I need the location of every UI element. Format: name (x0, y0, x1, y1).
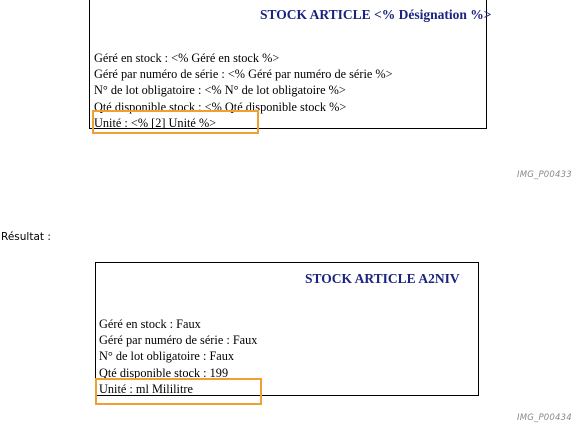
result-title: STOCK ARTICLE A2NIV (305, 271, 460, 286)
result-label: Résultat : (1, 231, 51, 243)
template-image-ref: IMG_P00433 (517, 170, 572, 180)
result-line-serial: Géré par numéro de série : Faux (99, 333, 258, 348)
template-line-serial: Géré par numéro de série : <% Géré par numéro de série %> (94, 67, 393, 82)
result-line-qty: Qté disponible stock : 199 (99, 365, 229, 380)
result-line-lot: N° de lot obligatoire : Faux (99, 349, 235, 364)
template-line-lot: N° de lot obligatoire : <% N° de lot obligatoire %> (94, 83, 346, 98)
template-line-unit: Unité : <% [2] Unité %> (94, 115, 217, 130)
template-line-stock: Géré en stock : <% Géré en stock %> (94, 51, 280, 65)
result-image-ref: IMG_P00434 (517, 413, 572, 423)
result-line-stock: Géré en stock : Faux (99, 317, 201, 331)
template-unit-highlight (92, 110, 259, 134)
template-title: STOCK ARTICLE <% Désignation %> (260, 7, 492, 22)
result-document-box (95, 262, 479, 396)
template-line-qty: Qté disponible stock : <% Qté disponible stock %> (94, 99, 347, 114)
result-unit-highlight (95, 378, 262, 405)
result-line-unit: Unité : ml Mililitre (99, 381, 193, 396)
